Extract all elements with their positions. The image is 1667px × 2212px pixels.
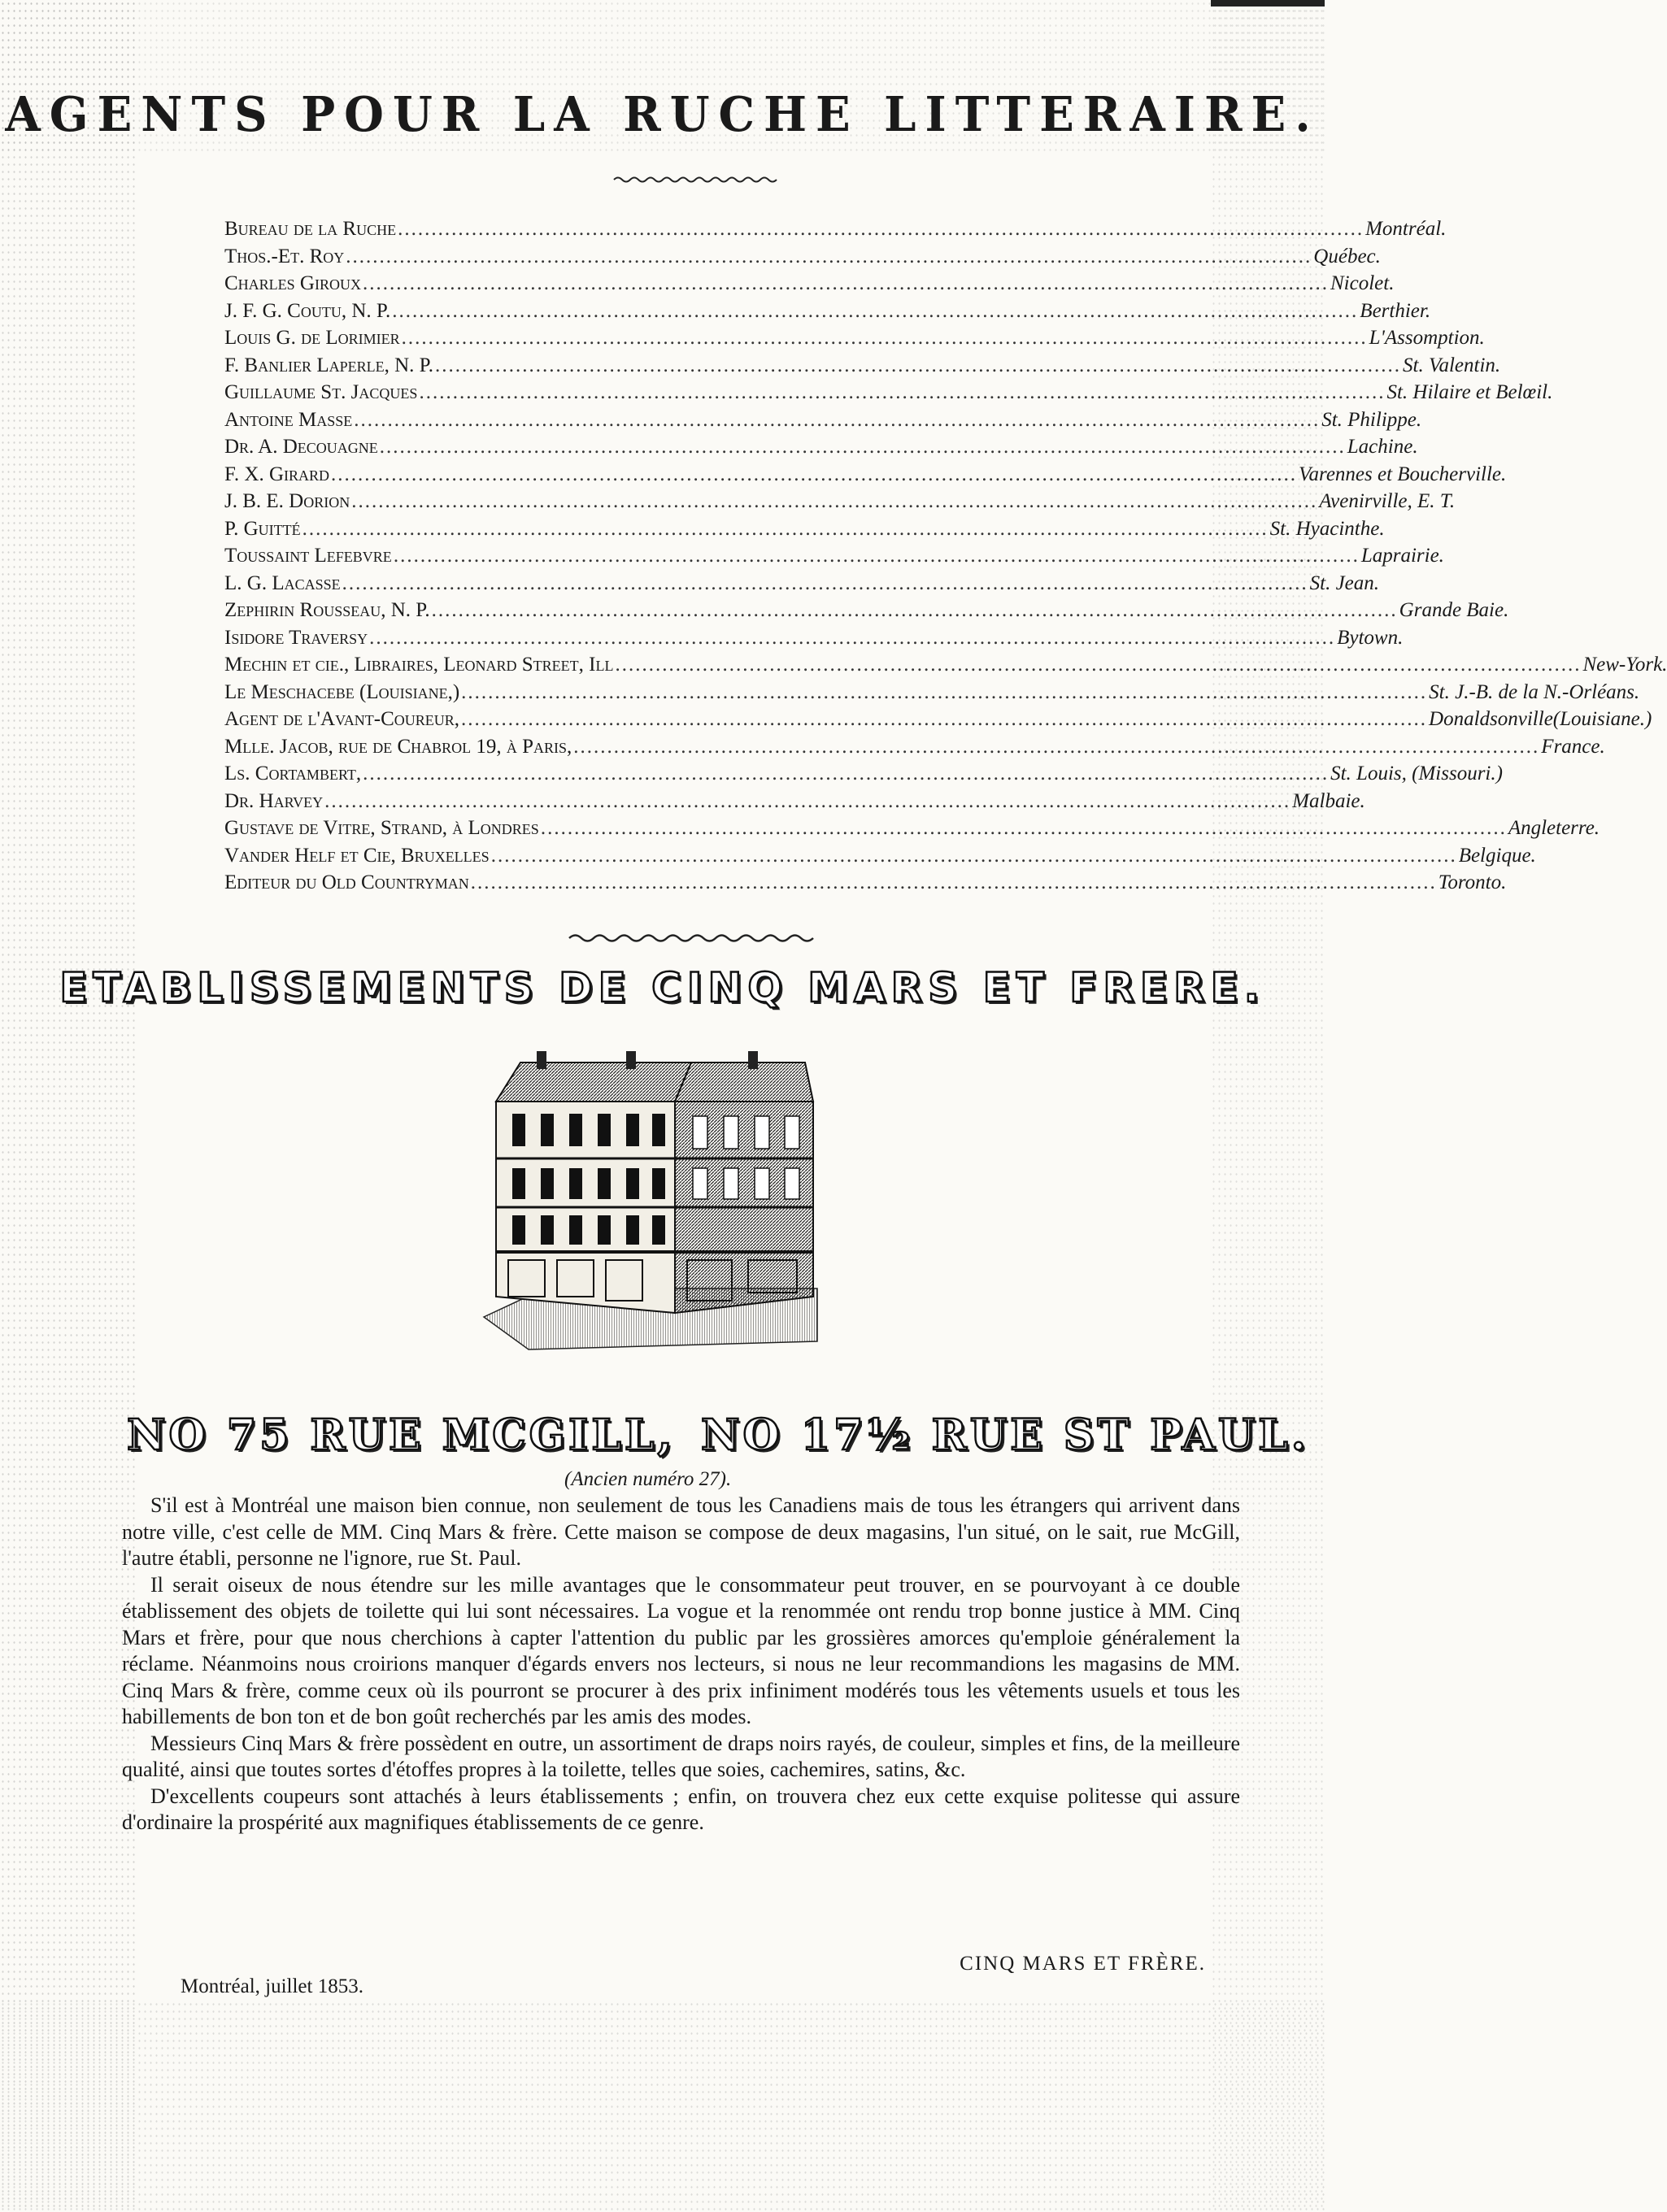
agent-row: [224, 735, 1605, 763]
agent-name: Guillaume St. Jacques: [224, 381, 418, 403]
agent-name: F. Banlier Laperle, N. P.: [224, 354, 434, 376]
paragraph: D'excellents coupeurs sont attachés à leurs établissements ; enfin, on trouvera chez eux cette exquise politesse qui assure d'ordinaire la prospérité aux magnifiques établissements de ce genre.: [122, 1784, 1240, 1834]
agent-name: Louis G. de Lorimier: [224, 327, 400, 349]
agent-place: Avenirville, E. T.: [1319, 490, 1456, 512]
address-mcgill: NO 75 RUE MCGILL,: [127, 1410, 676, 1460]
agent-place: St. Jean.: [1309, 571, 1380, 594]
leader-dots: ................................................................................................................................................: [573, 735, 1540, 758]
agent-name: J. B. E. Dorion: [224, 490, 350, 512]
agent-place: Belgique.: [1458, 844, 1536, 867]
agent-place: St. J.-B. de la N.-Orléans.: [1429, 680, 1640, 703]
leader-dots: ................................................................................................................................................: [392, 299, 1359, 322]
agent-row: [224, 354, 1501, 382]
leader-dots: ................................................................................................................................................: [369, 626, 1336, 649]
leader-dots: ................................................................................................................................................: [351, 490, 1318, 512]
agent-name: Mlle. Jacob, rue de Chabrol 19, à Paris,: [224, 735, 572, 758]
agent-place: St. Hilaire et Belœil.: [1386, 381, 1553, 403]
paper-texture-bottom: [0, 2001, 1325, 2212]
agent-name: J. F. G. Coutu, N. P.: [224, 299, 391, 322]
paper-texture-left: [0, 0, 138, 2212]
page-title: AGENTS POUR LA RUCHE LITTERAIRE.: [5, 86, 1320, 143]
agent-row: [224, 789, 1365, 818]
agent-row: [224, 436, 1418, 463]
paragraph: Il serait oiseux de nous étendre sur les mille avantages que le consommateur peut trouver, en se pourvoyant à ce double établissement des objets de toilette qui lui sont nécessaires. La vogue et la renommée ont rendu trop bonne justice à MM. Cinq Mars et frère, pour que nous cherchions à capter l'attention du public par les grossières amorces qu'emploie généralement la réclame. Néanmoins nous croirions manquer d'égards envers nos lecteurs, si nous ne leur recommandions les magasins de MM. Cinq Mars & frère, comme ceux où ils pourront se procurer à des prix infiniment modérés tous les vêtements usuels et tous les habillements de bon ton et de bon goût recherchés par les amis des modes.: [122, 1572, 1240, 1728]
agent-place: Québec.: [1313, 245, 1381, 267]
leader-dots: ................................................................................................................................................: [470, 871, 1437, 893]
agent-place: St. Philippe.: [1321, 408, 1422, 431]
leader-dots: ................................................................................................................................................: [490, 844, 1457, 867]
agent-name: L. G. Lacasse: [224, 571, 341, 594]
agent-name: Zephirin Rousseau, N. P.: [224, 599, 430, 621]
leader-dots: ................................................................................................................................................: [398, 218, 1365, 240]
agent-name: F. X. Girard: [224, 463, 330, 485]
agent-place: Angleterre.: [1508, 817, 1600, 839]
leader-dots: ................................................................................................................................................: [435, 354, 1402, 376]
agent-row: [224, 871, 1507, 899]
agent-row: [224, 654, 1667, 681]
agent-row: [224, 599, 1509, 627]
agent-row: [224, 844, 1536, 872]
building-engraving: [480, 1045, 821, 1354]
agents-list: [224, 218, 1667, 899]
leader-dots: ................................................................................................................................................: [401, 327, 1368, 349]
agent-name: Mechin et cie., Libraires, Leonard Street, Ill: [224, 654, 614, 676]
agent-row: [224, 817, 1600, 845]
agent-name: P. Guitté: [224, 517, 301, 540]
agent-place: Berthier.: [1360, 299, 1431, 322]
paragraph: Messieurs Cinq Mars & frère possèdent en outre, un assortiment de draps noirs rayés, de couleur, simples et fins, de la meilleure qualité, ainsi que toutes sortes d'étoffes propres à la toilette, telles que soies, cachemires, satins, &c.: [122, 1731, 1240, 1781]
agent-name: Vander Helf et Cie, Bruxelles: [224, 844, 490, 867]
agent-place: Toronto.: [1438, 871, 1507, 893]
agent-name: Isidore Traversy: [224, 626, 368, 649]
agent-name: Charles Giroux: [224, 272, 361, 294]
leader-dots: ................................................................................................................................................: [354, 408, 1321, 431]
leader-dots: ................................................................................................................................................: [419, 381, 1386, 403]
agent-row: [224, 463, 1507, 491]
leader-dots: ................................................................................................................................................: [346, 245, 1312, 267]
agent-row: [224, 571, 1380, 600]
leader-dots: ................................................................................................................................................: [363, 763, 1330, 784]
establishment-title: ETABLISSEMENTS DE CINQ MARS ET FRERE.: [59, 964, 1265, 1011]
agent-row: [224, 408, 1422, 437]
agent-name: Le Meschacebe (Louisiane,): [224, 680, 460, 703]
agent-place: Grande Baie.: [1399, 599, 1509, 621]
agent-name: Ls. Cortambert,: [224, 763, 362, 784]
leader-dots: ................................................................................................................................................: [615, 654, 1582, 676]
agent-name: Antoine Masse: [224, 408, 353, 431]
former-number-note: (Ancien numéro 27).: [564, 1468, 732, 1490]
agent-name: Editeur du Old Countryman: [224, 871, 469, 893]
agent-row: [224, 517, 1385, 545]
leader-dots: ................................................................................................................................................: [393, 545, 1360, 567]
agent-place: Montréal.: [1365, 218, 1447, 240]
title-rule-ornament: [614, 174, 777, 185]
agent-place: Nicolet.: [1330, 272, 1395, 294]
advertisement-body: [122, 1493, 1240, 1836]
leader-dots: ................................................................................................................................................: [461, 680, 1428, 703]
agent-row: [224, 272, 1395, 300]
agent-name: Dr. Harvey: [224, 789, 324, 812]
agent-row: [224, 327, 1485, 354]
agent-row: [224, 245, 1381, 273]
agent-name: Toussaint Lefebvre: [224, 545, 392, 567]
agent-row: [224, 299, 1431, 328]
agent-row: [224, 680, 1640, 709]
address-st-paul: NO 17½ RUE ST PAUL.: [701, 1410, 1309, 1460]
agent-row: [224, 763, 1503, 790]
agent-place: Varennes et Boucherville.: [1299, 463, 1507, 485]
agent-row: [224, 218, 1447, 246]
agent-place: Donaldsonville(Louisiane.): [1429, 708, 1652, 730]
agent-place: Malbaie.: [1292, 789, 1365, 812]
agent-name: Dr. A. Decouagne: [224, 436, 378, 458]
leader-dots: ................................................................................................................................................: [342, 571, 1308, 594]
agent-row: [224, 490, 1456, 518]
agent-row: [224, 626, 1404, 654]
agent-row: [224, 708, 1652, 736]
agent-place: L'Assomption.: [1369, 327, 1485, 349]
agent-place: Lachine.: [1347, 436, 1418, 458]
section-rule-ornament: [569, 931, 813, 945]
agent-place: Laprairie.: [1360, 545, 1444, 567]
leader-dots: ................................................................................................................................................: [302, 517, 1269, 540]
agent-row: [224, 545, 1444, 572]
leader-dots: ................................................................................................................................................: [379, 436, 1346, 458]
agent-place: France.: [1541, 735, 1605, 758]
leader-dots: ................................................................................................................................................: [362, 272, 1329, 294]
date-line: Montréal, juillet 1853.: [181, 1975, 363, 1997]
agent-place: Bytown.: [1337, 626, 1404, 649]
agent-place: St. Valentin.: [1403, 354, 1501, 376]
agent-place: St. Louis, (Missouri.): [1330, 763, 1503, 784]
agent-row: [224, 381, 1553, 409]
agent-name: Gustave de Vitre, Strand, à Londres: [224, 817, 539, 839]
agent-place: New-York.: [1582, 654, 1667, 676]
agent-place: St. Hyacinthe.: [1269, 517, 1385, 540]
leader-dots: ................................................................................................................................................: [461, 708, 1428, 730]
paragraph: S'il est à Montréal une maison bien connue, non seulement de tous les Canadiens mais de tous les étrangers qui arrivent dans notre ville, c'est celle de MM. Cinq Mars & frère. Cette maison se compose de deux magasins, l'un situé, on le sait, rue McGill, l'autre établi, personne ne l'ignore, rue St. Paul.: [122, 1493, 1240, 1570]
signature: CINQ MARS ET FRÈRE.: [960, 1953, 1206, 1975]
agent-name: Thos.-Et. Roy: [224, 245, 345, 267]
leader-dots: ................................................................................................................................................: [431, 599, 1398, 621]
leader-dots: ................................................................................................................................................: [331, 463, 1298, 485]
leader-dots: ................................................................................................................................................: [540, 817, 1507, 839]
agent-name: Bureau de la Ruche: [224, 218, 397, 240]
page-edge-mark: [1211, 0, 1325, 7]
agent-name: Agent de l'Avant-Coureur,: [224, 708, 460, 730]
leader-dots: ................................................................................................................................................: [324, 789, 1291, 812]
